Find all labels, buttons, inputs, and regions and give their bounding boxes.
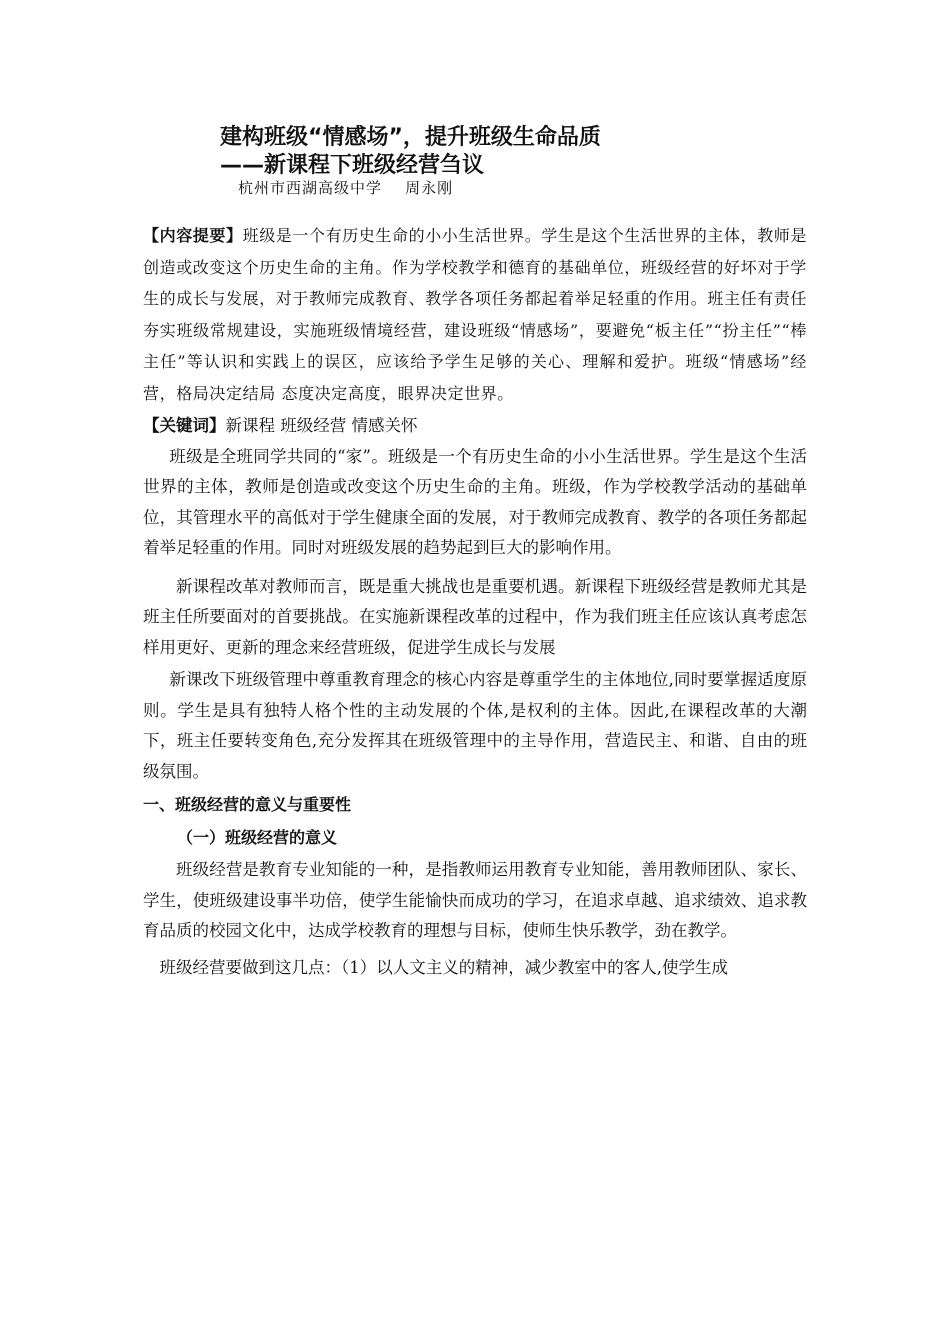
body-paragraph-5: 班级经营要做到这几点：（1）以人文主义的精神，减少教室中的客人,使学生成 xyxy=(159,957,728,977)
document-subtitle: ——新课程下班级经营刍议 xyxy=(220,153,485,178)
author-line: 杭州市西湖高级中学 周永刚 xyxy=(238,179,454,197)
abstract-text: 班级是一个有历史生命的小小生活世界。学生是这个生活世界的主体，教师是创造或改变这个历史生命的主角。作为学校教学和德育的基础单位，班级经营的好坏对于学生的成长与发展，对于教师完成教育、教学各项任务都起着举足轻重的作用。班主任有责任夯实班级常规建设，实施班级情境经营，建设班级“情感场”，要避免“板主任”“扮主任”“棒主任”等认识和实践上的误区，应该给予学生足够的关心、理解和爱护。班级“情感场”经营，格局决定结局 态度决定高度，眼界决定世界。 xyxy=(143,226,808,403)
body-paragraph-4: 班级经营是教育专业知能的一种，是指教师运用教育专业知能，善用教师团队、家长、学生，使班级建设事半功倍，使学生能愉快而成功的学习，在追求卓越、追求绩效、追求教育品质的校园文化中，达成学校教育的理想与目标，使师生快乐教学，劲在教学。 xyxy=(143,860,807,940)
section-heading-1-1: （一）班级经营的意义 xyxy=(177,828,338,847)
body-paragraph-3: 新课改下班级管理中尊重教育理念的核心内容是尊重学生的主体地位,同时要掌握适度原则。学生是具有独特人格个性的主动发展的个体,是权利的主体。因此,在课程改革的大潮下，班主任要转变角色,充分发挥其在班级管理中的主导作用，营造民主、和谐、自由的班级氛围。 xyxy=(143,670,807,781)
document-title: 建构班级“情感场”，提升班级生命品质 xyxy=(220,125,601,150)
keywords-paragraph xyxy=(143,411,807,442)
abstract-label: 【内容提要】 xyxy=(143,226,243,245)
section-heading-1: 一、班级经营的意义与重要性 xyxy=(143,795,352,814)
body-paragraph-2: 新课程改革对教师而言，既是重大挑战也是重要机遇。新课程下班级经营是教师尤其是班主任所要面对的首要挑战。在实施新课程改革的过程中，作为我们班主任应该认真考虑怎样用更好、更新的理念来经营班级，促进学生成长与发展 xyxy=(143,576,807,657)
keywords-label: 【关键词】 xyxy=(143,416,226,435)
keywords-text: 新课程 班级经营 情感关怀 xyxy=(225,416,418,435)
abstract-paragraph xyxy=(143,220,807,409)
document-body xyxy=(143,220,807,983)
body-paragraph-1: 班级是全班同学共同的“家”。班级是一个有历史生命的小小生活世界。学生是这个生活世界的主体，教师是创造或改变这个历史生命的主角。班级，作为学校教学活动的基础单位，其管理水平的高低对于学生健康全面的发展，对于教师完成教育、教学的各项任务都起着举足轻重的作用。同时对班级发展的趋势起到巨大的影响作用。 xyxy=(143,446,807,557)
